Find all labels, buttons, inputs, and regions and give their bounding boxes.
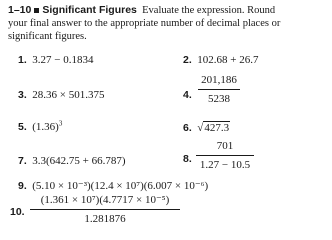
problem-expression: (5.10 × 10⁻³)(12.4 × 10⁷)(6.007 × 10⁻⁶) (32, 180, 209, 192)
problem-expression: 102.68 + 26.7 (197, 54, 259, 66)
problem-expression: 28.36 × 501.375 (32, 89, 105, 101)
problem-number: 3. (18, 89, 27, 101)
problem-3 (18, 89, 104, 102)
radicand: 427.3 (204, 122, 230, 134)
problem-number: 5. (18, 121, 27, 133)
instructions-line-2: your final answer to the appropriate number of decimal places or (8, 18, 281, 29)
problem-number: 2. (183, 54, 192, 66)
bullet-square-icon (34, 8, 39, 13)
problem-6 (183, 121, 230, 135)
radical-sign-icon: √ (197, 122, 204, 134)
fraction-bar (30, 209, 180, 210)
fraction-denominator: 1.27 − 10.5 (199, 159, 251, 171)
exercise-range: 1–10 (8, 4, 32, 16)
problem-1 (18, 54, 93, 67)
fraction-denominator: 1.281876 (84, 213, 126, 225)
problem-exponent: 3 (58, 119, 63, 128)
fraction-denominator: 5238 (208, 93, 230, 105)
fraction-bar (198, 89, 240, 90)
fraction-bar (196, 155, 254, 156)
problem-base: (1.36) (32, 121, 59, 133)
fraction-numerator: 201,186 (201, 74, 237, 86)
problem-expression: 3.27 − 0.1834 (32, 54, 94, 66)
problem-number: 7. (18, 155, 27, 167)
problem-2 (183, 54, 258, 67)
square-root (197, 121, 230, 135)
exercise-header (8, 4, 275, 17)
instructions-line-1: Evaluate the expression. Round (142, 5, 276, 16)
problem-number: 6. (183, 122, 192, 134)
problem-7 (18, 155, 126, 168)
problem-9 (18, 180, 208, 193)
problem-5 (18, 121, 62, 134)
problem-4-number: 4. (183, 89, 192, 101)
problem-number: 9. (18, 180, 27, 192)
problem-4-fraction (198, 74, 240, 106)
problem-8-number: 8. (183, 153, 192, 165)
exercise-title: Significant Figures (42, 4, 137, 16)
problem-expression: 3.3(642.75 + 66.787) (32, 155, 126, 167)
problem-number: 1. (18, 54, 27, 66)
problem-10-number: 10. (10, 206, 25, 218)
fraction-numerator: (1.361 × 10⁷)(4.7717 × 10⁻⁵) (40, 194, 170, 206)
problem-8-fraction (196, 140, 254, 172)
problem-10-fraction (30, 194, 180, 226)
fraction-numerator: 701 (216, 140, 234, 152)
instructions-line-3: significant figures. (8, 31, 87, 42)
